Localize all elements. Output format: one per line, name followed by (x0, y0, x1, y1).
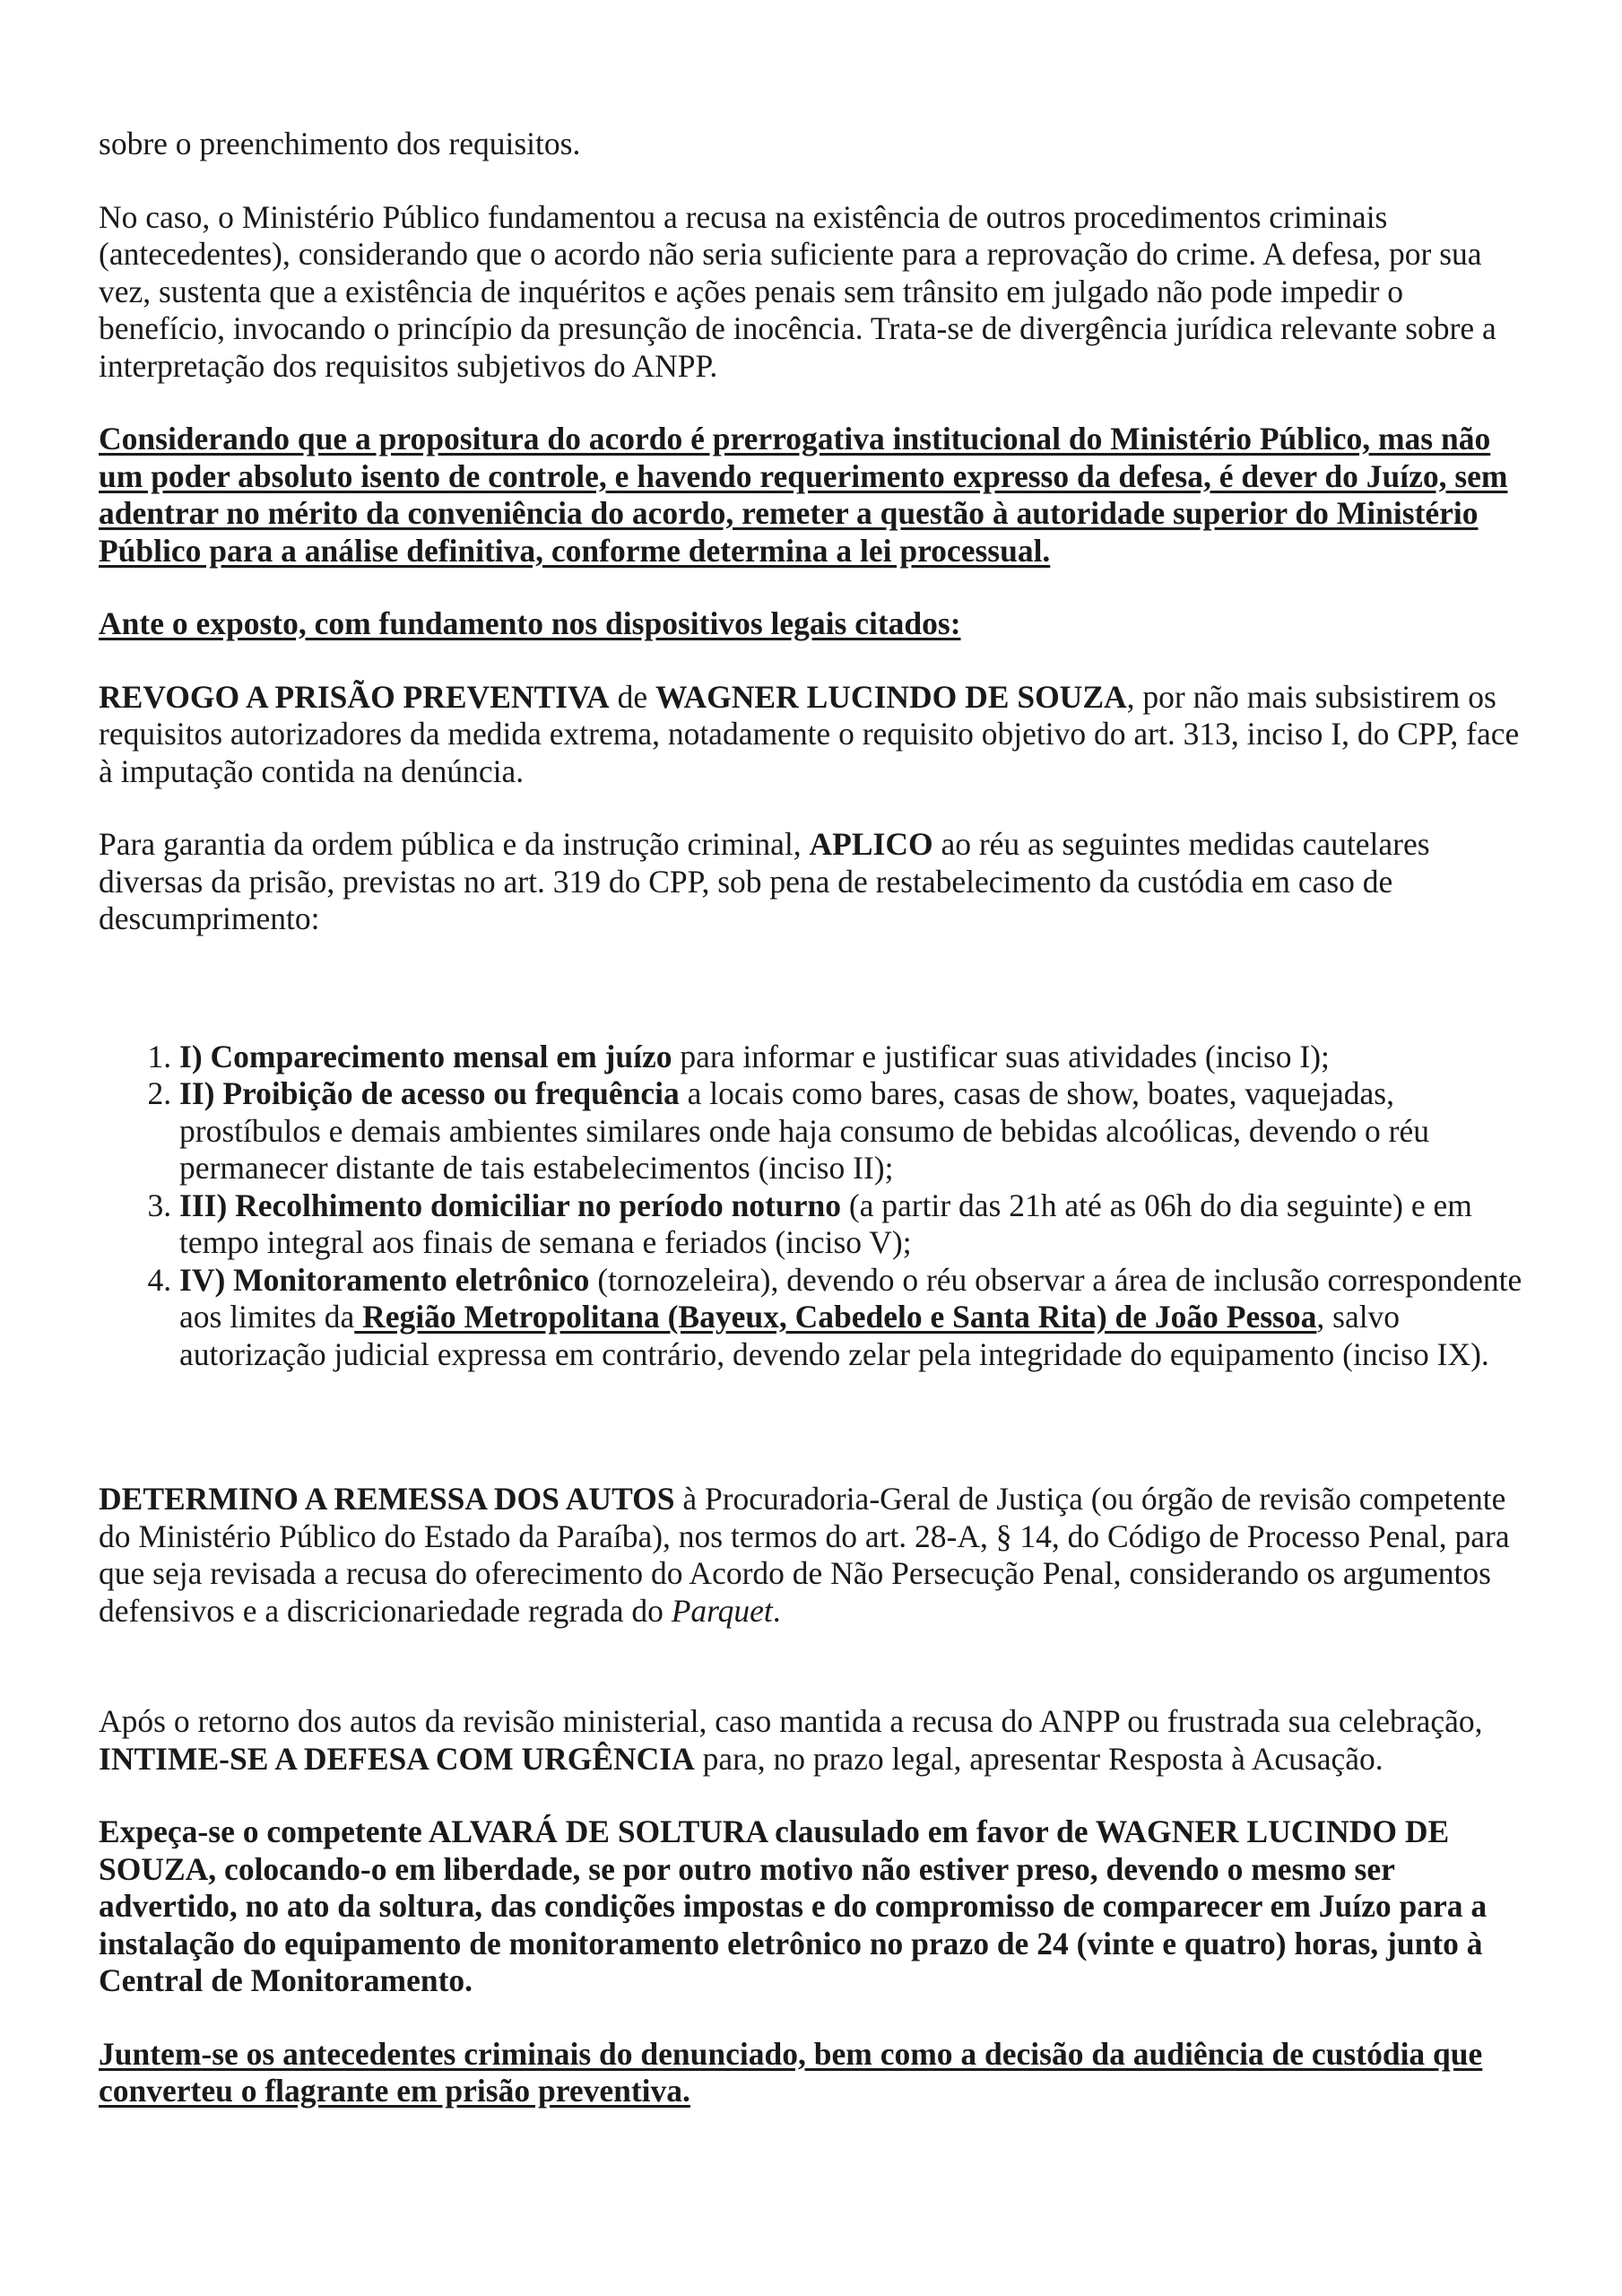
revogo-text-2: , por não mais subsistirem os requisitos autorizadores da medida extrema, notadamente o requisito objetivo do art. 313, inciso I, do CPP, face à imputação contida na denúncia. (99, 678, 1520, 789)
paragraph-requisitos: sobre o preenchimento dos requisitos. (99, 126, 581, 161)
document-page (99, 126, 1533, 2110)
aplico-text-2: ao réu as seguintes medidas cautelares diversas da prisão, previstas no art. 319 do CPP, sob pena de restabelecimento da custódia em caso de descumprimento: (99, 826, 1430, 936)
revogo-heading: REVOGO A PRISÃO PREVENTIVA (99, 678, 610, 715)
determino-heading: DETERMINO A REMESSA DOS AUTOS (99, 1481, 675, 1517)
list-item (179, 1187, 1533, 1262)
parquet-term: Parquet (671, 1592, 773, 1629)
measure-title: II) Proibição de acesso ou frequência (179, 1075, 680, 1111)
measure-text: a locais como bares, casas de show, boates, vaquejadas, prostíbulos e demais ambientes similares onde haja consumo de bebidas alcoólicas, devendo o réu permanecer distante de tais estabelecimentos (inciso II); (179, 1075, 1429, 1186)
paragraph-considerando: Considerando que a propositura do acordo é prerrogativa institucional do Ministério Público, mas não um poder absoluto isento de controle, e havendo requerimento expresso da defesa, é dever do Juízo, sem adentrar no mérito da conveniência do acordo, remeter a questão à autoridade superior do Ministério Público para a análise definitiva, conforme determina a lei processual. (99, 421, 1508, 569)
measures-list (99, 1039, 1533, 1374)
list-item (179, 1039, 1533, 1076)
aplico-text-1: Para garantia da ordem pública e da instrução criminal, (99, 826, 810, 862)
paragraph-fundamentacao: No caso, o Ministério Público fundamentou a recusa na existência de outros procedimentos criminais (antecedentes), considerando que o acordo não seria suficiente para a reprovação do crime. A defesa, por sua vez, sustenta que a existência de inquéritos e ações penais sem trânsito em julgado não pode impedir o benefício, invocando o princípio da presunção de inocência. Trata-se de divergência jurídica relevante sobre a interpretação dos requisitos subjetivos do ANPP. (99, 198, 1496, 384)
measure-title: III) Recolhimento domiciliar no período noturno (179, 1187, 841, 1223)
determino-text-2: . (772, 1592, 781, 1629)
paragraph-aplico (99, 826, 1533, 938)
paragraph-determino (99, 1481, 1533, 1630)
paragraph-intime (99, 1703, 1533, 1778)
intime-heading: INTIME-SE A DEFESA COM URGÊNCIA (99, 1740, 695, 1777)
revogo-text-1: de (609, 678, 655, 715)
paragraph-revogo (99, 679, 1533, 791)
paragraph-juntem-se: Juntem-se os antecedentes criminais do denunciado, bem como a decisão da audiência de custódia que converteu o flagrante em prisão preventiva. (99, 2035, 1483, 2109)
measure-text-end: , salvo autorização judicial expressa em contrário, devendo zelar pela integridade do equipamento (inciso IX). (179, 1299, 1489, 1372)
intime-text-2: para, no prazo legal, apresentar Resposta à Acusação. (694, 1740, 1383, 1777)
paragraph-ante-o-exposto: Ante o exposto, com fundamento nos dispositivos legais citados: (99, 605, 961, 641)
intime-text-1: Após o retorno dos autos da revisão ministerial, caso mantida a recusa do ANPP ou frustrada sua celebração, (99, 1703, 1483, 1739)
measure-text: (tornozeleira), devendo o réu observar a área de inclusão correspondente aos limites da (179, 1261, 1522, 1335)
determino-text-1: à Procuradoria-Geral de Justiça (ou órgão de revisão competente do Ministério Público do Estado da Paraíba), nos termos do art. 28-A, § 14, do Código de Processo Penal, para que seja revisada a recusa do oferecimento do Acordo de Não Persecução Penal, considerando os argumentos defensivos e a discricionariedade regrada do (99, 1481, 1510, 1629)
paragraph-alvara: Expeça-se o competente ALVARÁ DE SOLTURA clausulado em favor de WAGNER LUCINDO DE SOUZA, colocando-o em liberdade, se por outro motivo não estiver preso, devendo o mesmo ser advertido, no ato da soltura, das condições impostas e do compromisso de comparecer em Juízo para a instalação do equipamento de monitoramento eletrônico no prazo de 24 (vinte e quatro) horas, junto à Central de Monitoramento. (99, 1813, 1488, 1998)
aplico-keyword: APLICO (809, 826, 933, 862)
measure-text: (a partir das 21h até as 06h do dia seguinte) e em tempo integral aos finais de semana e feriados (inciso V); (179, 1187, 1472, 1260)
monitoring-area: Região Metropolitana (Bayeux, Cabedelo e Santa Rita) de João Pessoa (354, 1299, 1317, 1335)
measure-text: para informar e justificar suas atividades (inciso I); (672, 1038, 1330, 1074)
measure-title: IV) Monitoramento eletrônico (179, 1261, 590, 1298)
measure-title: I) Comparecimento mensal em juízo (179, 1038, 672, 1074)
list-item (179, 1262, 1533, 1374)
list-item (179, 1075, 1533, 1187)
defendant-name: WAGNER LUCINDO DE SOUZA (655, 678, 1127, 715)
